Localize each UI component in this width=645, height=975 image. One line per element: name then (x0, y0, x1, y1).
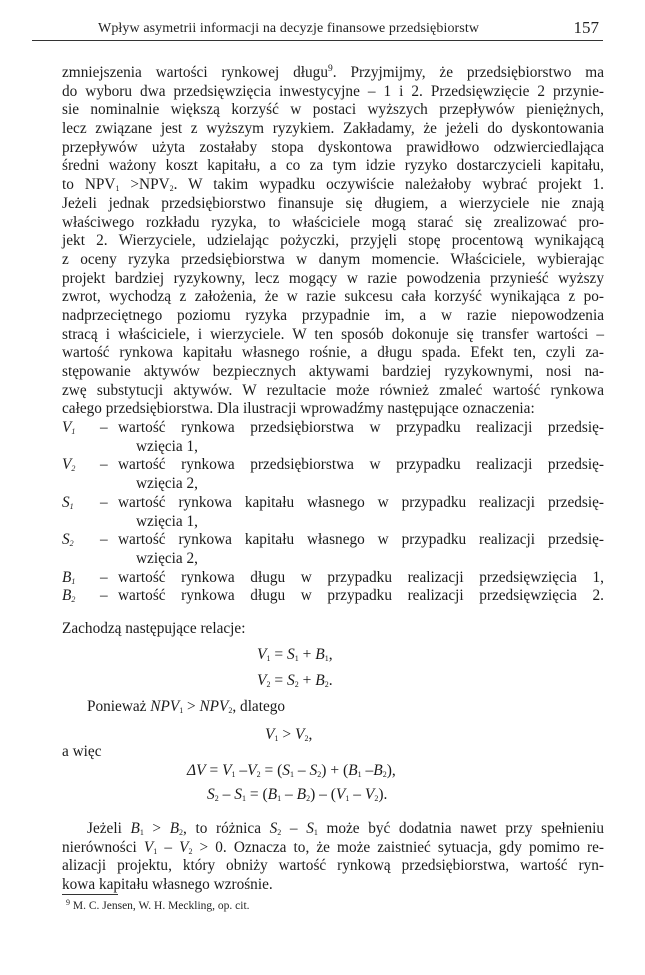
equation-3: $V_1 > V_2$, (265, 726, 313, 743)
text-line: do wyboru dwa przedsięwzięcia inwestycyjne – 1 i 2. Przedsięwzięcie 2 przynie- (62, 82, 604, 100)
definition-symbol: $B_2$ (62, 587, 76, 605)
text-line: sie nominalnie większą korzyść w postaci wyższych przepływów pieniężnych, (62, 101, 604, 119)
definition-item: $S_1$ – wartość rynkowa kapitału własnego w przypadku realizacji przedsię- wzięcia 1, (62, 493, 604, 530)
definition-symbol: $V_2$ (62, 456, 76, 474)
text-line: całego przedsiębiorstwa. Dla ilustracji wprowadźmy następujące oznaczenia: (62, 400, 535, 418)
main-text (62, 64, 604, 606)
text-line: stępowanie aktywów bezpiecznych aktywami bardziej ryzykownymi, nosi na- (62, 363, 604, 380)
definition-text: wartość rynkowa przedsiębiorstwa w przypadku realizacji przedsię- wzięcia 2, (118, 456, 604, 493)
definition-item: $B_2$ – wartość rynkowa długu w przypadku realizacji przedsięwzięcia 2. (62, 587, 604, 605)
equation-5: $S_2 - S_1 = (B_1 - B_2) - (V_1 - V_2)$. (207, 786, 388, 803)
running-title: Wpływ asymetrii informacji na decyzje finansowe przedsiębiorstw (98, 21, 480, 36)
equation-2: $V_2 = S_2 + B_2$. (257, 672, 333, 689)
text-line: nierówności $V_1 - V_2 > 0$. Oznacza to, że może zaistnieć sytuacja, gdy pomimo re- (62, 838, 605, 856)
text-line: wartość rynkowa kapitału własnego rośnie, a długu spada. Efekt ten, czyli za- (62, 344, 604, 362)
text-line: zmniejszenia wartości rynkowej długu$^9$. Przyjmijmy, że przedsiębiorstwo ma (62, 64, 604, 81)
so-clause: a więc (62, 743, 102, 760)
text-line: przepływów użyta zostałaby stopa dyskontowa prawidłowo odzwierciedlająca (62, 138, 604, 156)
text-line: właściwego rozkładu ryzyka, to właściciele mogą starać się zrealizować pro- (62, 213, 604, 231)
footnote-reference[interactable]: 9 (327, 64, 333, 74)
definition-item: $S_2$ – wartość rynkowa kapitału własnego w przypadku realizacji przedsię- wzięcia 2, (62, 531, 604, 567)
text-line: stracą i właściciele, i wierzyciele. W ten sposób dokonuje się transfer wartości – (62, 325, 604, 343)
text-line: jekt 2. Wierzyciele, udzielając pożyczki, przyjęli stopę procentową wynikającą (62, 232, 604, 250)
text-line: zwę substytucji aktywów. W rezultacie może również zmaleć wartość rynkowa (62, 381, 604, 399)
equation-4: $\Delta V = V_1$ $-V_2 = (S_1 - S_2) + (B_1$ $-B_2$), (187, 762, 396, 779)
definition-symbol: $B_1$ (62, 568, 76, 586)
text-line: średni ważony koszt kapitału, a co za tym idzie ryzyko dostarczycieli kapitału, (62, 157, 604, 175)
relations-intro: Zachodzą następujące relacje: (62, 620, 246, 637)
paragraph-2 (62, 820, 604, 895)
page-number: 157 (573, 18, 599, 37)
running-header (32, 14, 603, 41)
text-line: to $NPV_1 >NPV_2$. W takim wypadku oczywiście należałoby wybrać projekt 1. (62, 176, 605, 194)
definition-item: $B_1$ – wartość rynkowa długu w przypadku realizacji przedsięwzięcia 1, (62, 568, 604, 586)
definition-item: $V_2$ – wartość rynkowa przedsiębiorstwa w przypadku realizacji przedsię- wzięcia 2, (62, 456, 604, 493)
text-line: Jeżeli jednak przedsiębiorstwo finansuje się długiem, a wierzyciele nie znają (62, 194, 604, 212)
text-line: nadprzeciętnego poziomu ryzyka przypadnie im, a w razie niepowodzenia (62, 306, 604, 324)
definition-symbol: $S_2$ (62, 531, 74, 549)
text-line: kowa kapitału własnego wzrośnie. (62, 876, 273, 894)
since-clause: Ponieważ $NPV_1 > NPV_2$, dlatego (87, 698, 286, 715)
definition-item: $V_1$ – wartość rynkowa przedsiębiorstwa w przypadku realizacji przedsię- wzięcia 1, (62, 419, 604, 455)
equation-1: $V_1 = S_1 + B_1$, (257, 646, 333, 663)
definition-text: wartość rynkowa długu w przypadku realizacji przedsięwzięcia 2. (118, 587, 604, 605)
text-line: projekt bardziej ryzykowny, lecz mogący w razie powodzenia przynieść wyższy (62, 269, 604, 287)
text-line: zwrot, wychodzą z założenia, że w razie sukcesu cała korzyść wynikająca z po- (62, 288, 604, 306)
text-line: lecz związane jest z wyższym ryzykiem. Zakładamy, że jeżeli do dyskontowania (62, 120, 604, 138)
definition-text: wartość rynkowa kapitału własnego w przypadku realizacji przedsię- wzięcia 1, (118, 493, 604, 530)
text-line: alizacji projektu, który obniży wartość rynkową przedsiębiorstwa, wartość ryn- (62, 857, 604, 875)
definition-symbol: $V_1$ (62, 419, 76, 437)
definition-symbol: $S_1$ (62, 493, 74, 511)
footnote: $^9$ M. C. Jensen, W. H. Meckling, op. cit. (66, 898, 250, 912)
definition-text: wartość rynkowa długu w przypadku realizacji przedsięwzięcia 1, (118, 568, 604, 586)
footnote-divider (62, 894, 118, 895)
text-line: z oceny ryzyka przedsiębiorstwa w danym momencie. Właściciele, wybierając (62, 250, 604, 268)
definition-text: wartość rynkowa przedsiębiorstwa w przypadku realizacji przedsię- wzięcia 1, (118, 419, 604, 455)
definition-text: wartość rynkowa kapitału własnego w przypadku realizacji przedsię- wzięcia 2, (118, 531, 604, 567)
text-line: Jeżeli $B_1 > B_2$, to różnica $S_2 - S_1$ może być dodatnia nawet przy spełnieniu (87, 820, 605, 837)
